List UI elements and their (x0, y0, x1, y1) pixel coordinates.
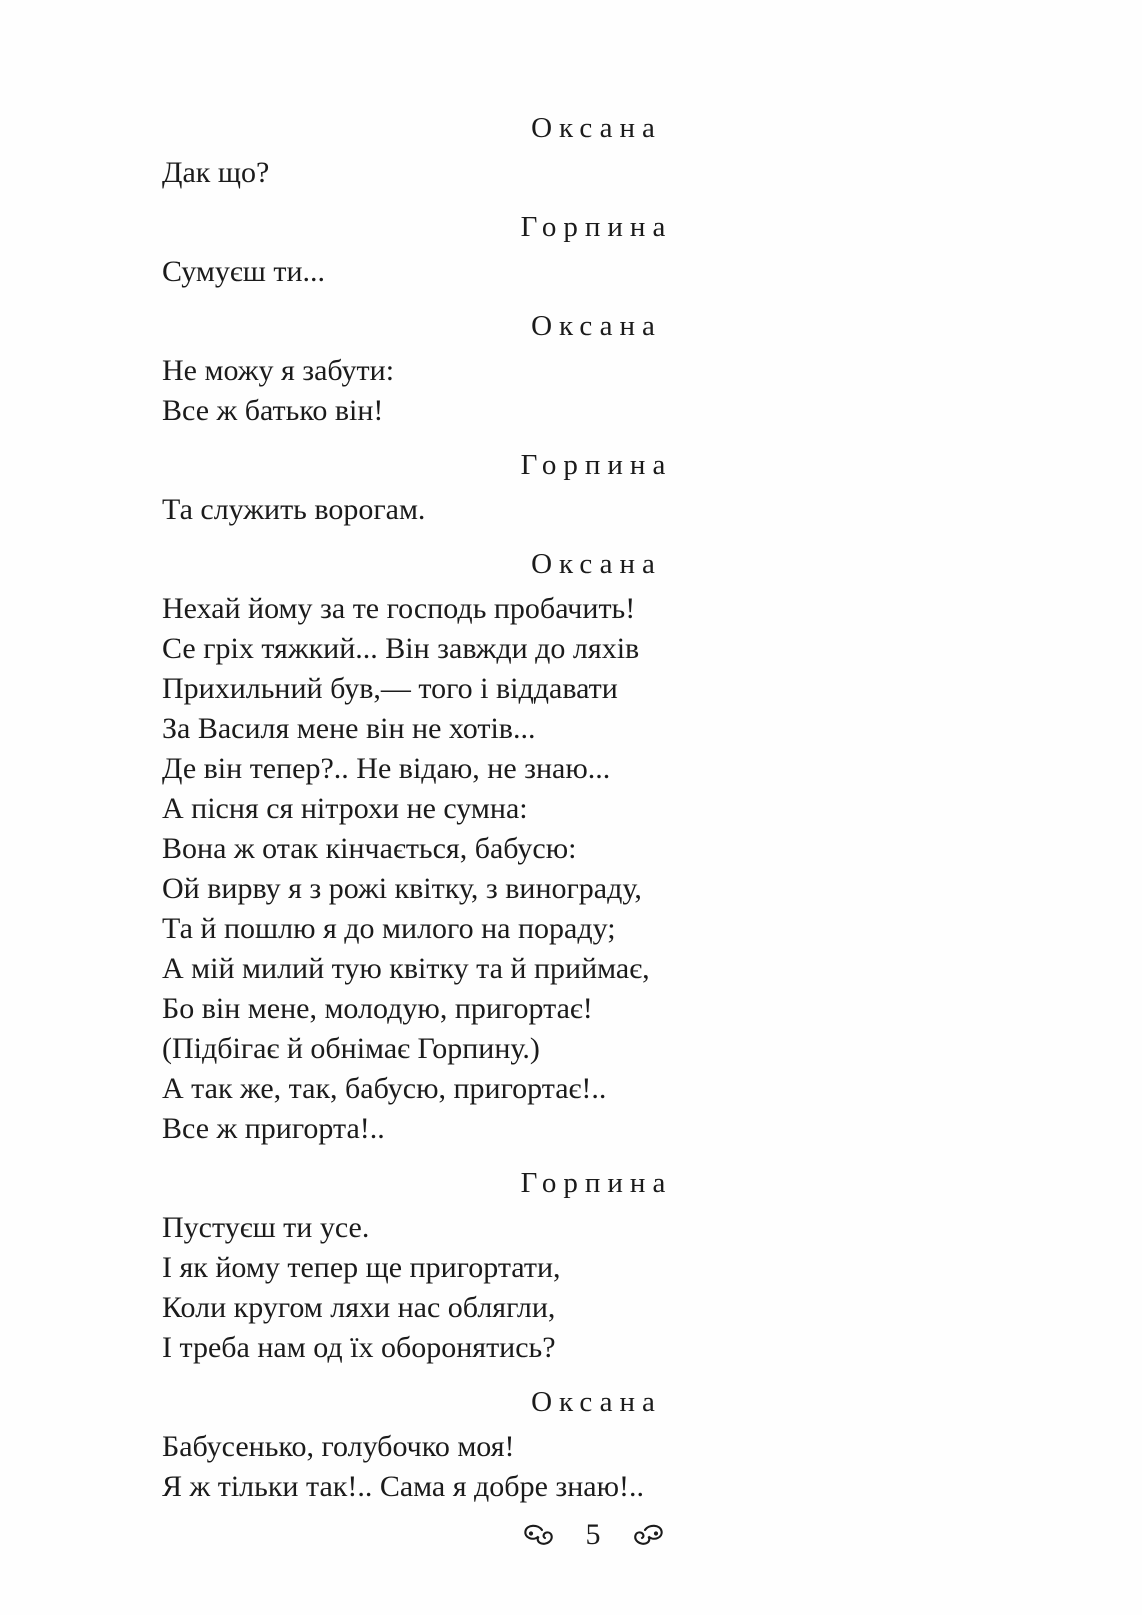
dialogue-line: А пісня ся нітрохи не сумна: (162, 792, 528, 825)
fleuron-left-icon (520, 1523, 560, 1547)
dialogue-line: І як йому тепер ще пригортати, (162, 1251, 561, 1284)
dialogue-line: Не можу я забути: (162, 354, 395, 387)
speaker-name: Оксана (531, 112, 662, 144)
dialogue-line: А мій милий тую квітку та й приймає, (162, 952, 650, 985)
speech (162, 544, 1024, 1149)
dialogue-line: За Василя мене він не хотів... (162, 712, 536, 745)
speaker-name: Оксана (531, 310, 662, 342)
speaker-name: Горпина (520, 211, 673, 243)
dialogue-line: Бабусенько, голубочко моя! (162, 1430, 515, 1463)
speech (162, 207, 1024, 292)
stage-direction-line: (Підбігає й обнімає Горпину.) (162, 1032, 540, 1065)
dialogue-line: Пустуєш ти усе. (162, 1211, 370, 1244)
speech (162, 445, 1024, 530)
dialogue-line: Сумуєш ти... (162, 255, 325, 288)
speaker-name: Оксана (531, 548, 662, 580)
dialogue-line: Дак що? (162, 156, 270, 189)
dialogue-line: Та й пошлю я до милого на пораду; (162, 912, 616, 945)
dialogue-line: Нехай йому за те господь пробачить! (162, 592, 636, 625)
dialogue-line: Я ж тільки так!.. Сама я добре знаю!.. (162, 1470, 645, 1503)
dialogue-line: А так же, так, бабусю, пригортає!.. (162, 1072, 607, 1105)
speech (162, 1163, 1024, 1368)
speaker-name: Горпина (520, 449, 673, 481)
speaker-name: Горпина (520, 1167, 673, 1199)
dialogue-line: Все ж пригорта!.. (162, 1112, 385, 1145)
speech (162, 108, 1024, 193)
page-footer (162, 1517, 1024, 1553)
dialogue-line: І треба нам од їх оборонятись? (162, 1331, 556, 1364)
dialogue-line: Бо він мене, молодую, пригортає! (162, 992, 593, 1025)
dialogue-line: Та служить ворогам. (162, 493, 426, 526)
speech (162, 1382, 1024, 1507)
dialogue-line: Се гріх тяжкий... Він завжди до ляхів (162, 632, 640, 665)
speech (162, 306, 1024, 431)
speaker-name: Оксана (531, 1386, 662, 1418)
dialogue-line: Коли кругом ляхи нас облягли, (162, 1291, 556, 1324)
dialogue-line: Все ж батько він! (162, 394, 384, 427)
dialogue-line: Прихильний був,— того і віддавати (162, 672, 618, 705)
page-number: 5 (585, 1518, 601, 1551)
dialogue-line: Де він тепер?.. Не відаю, не знаю... (162, 752, 611, 785)
dialogue-line: Вона ж отак кінчається, бабусю: (162, 832, 577, 865)
dialogue-line: Ой вирву я з рожі квітку, з винограду, (162, 872, 642, 905)
fleuron-right-icon (627, 1523, 667, 1547)
